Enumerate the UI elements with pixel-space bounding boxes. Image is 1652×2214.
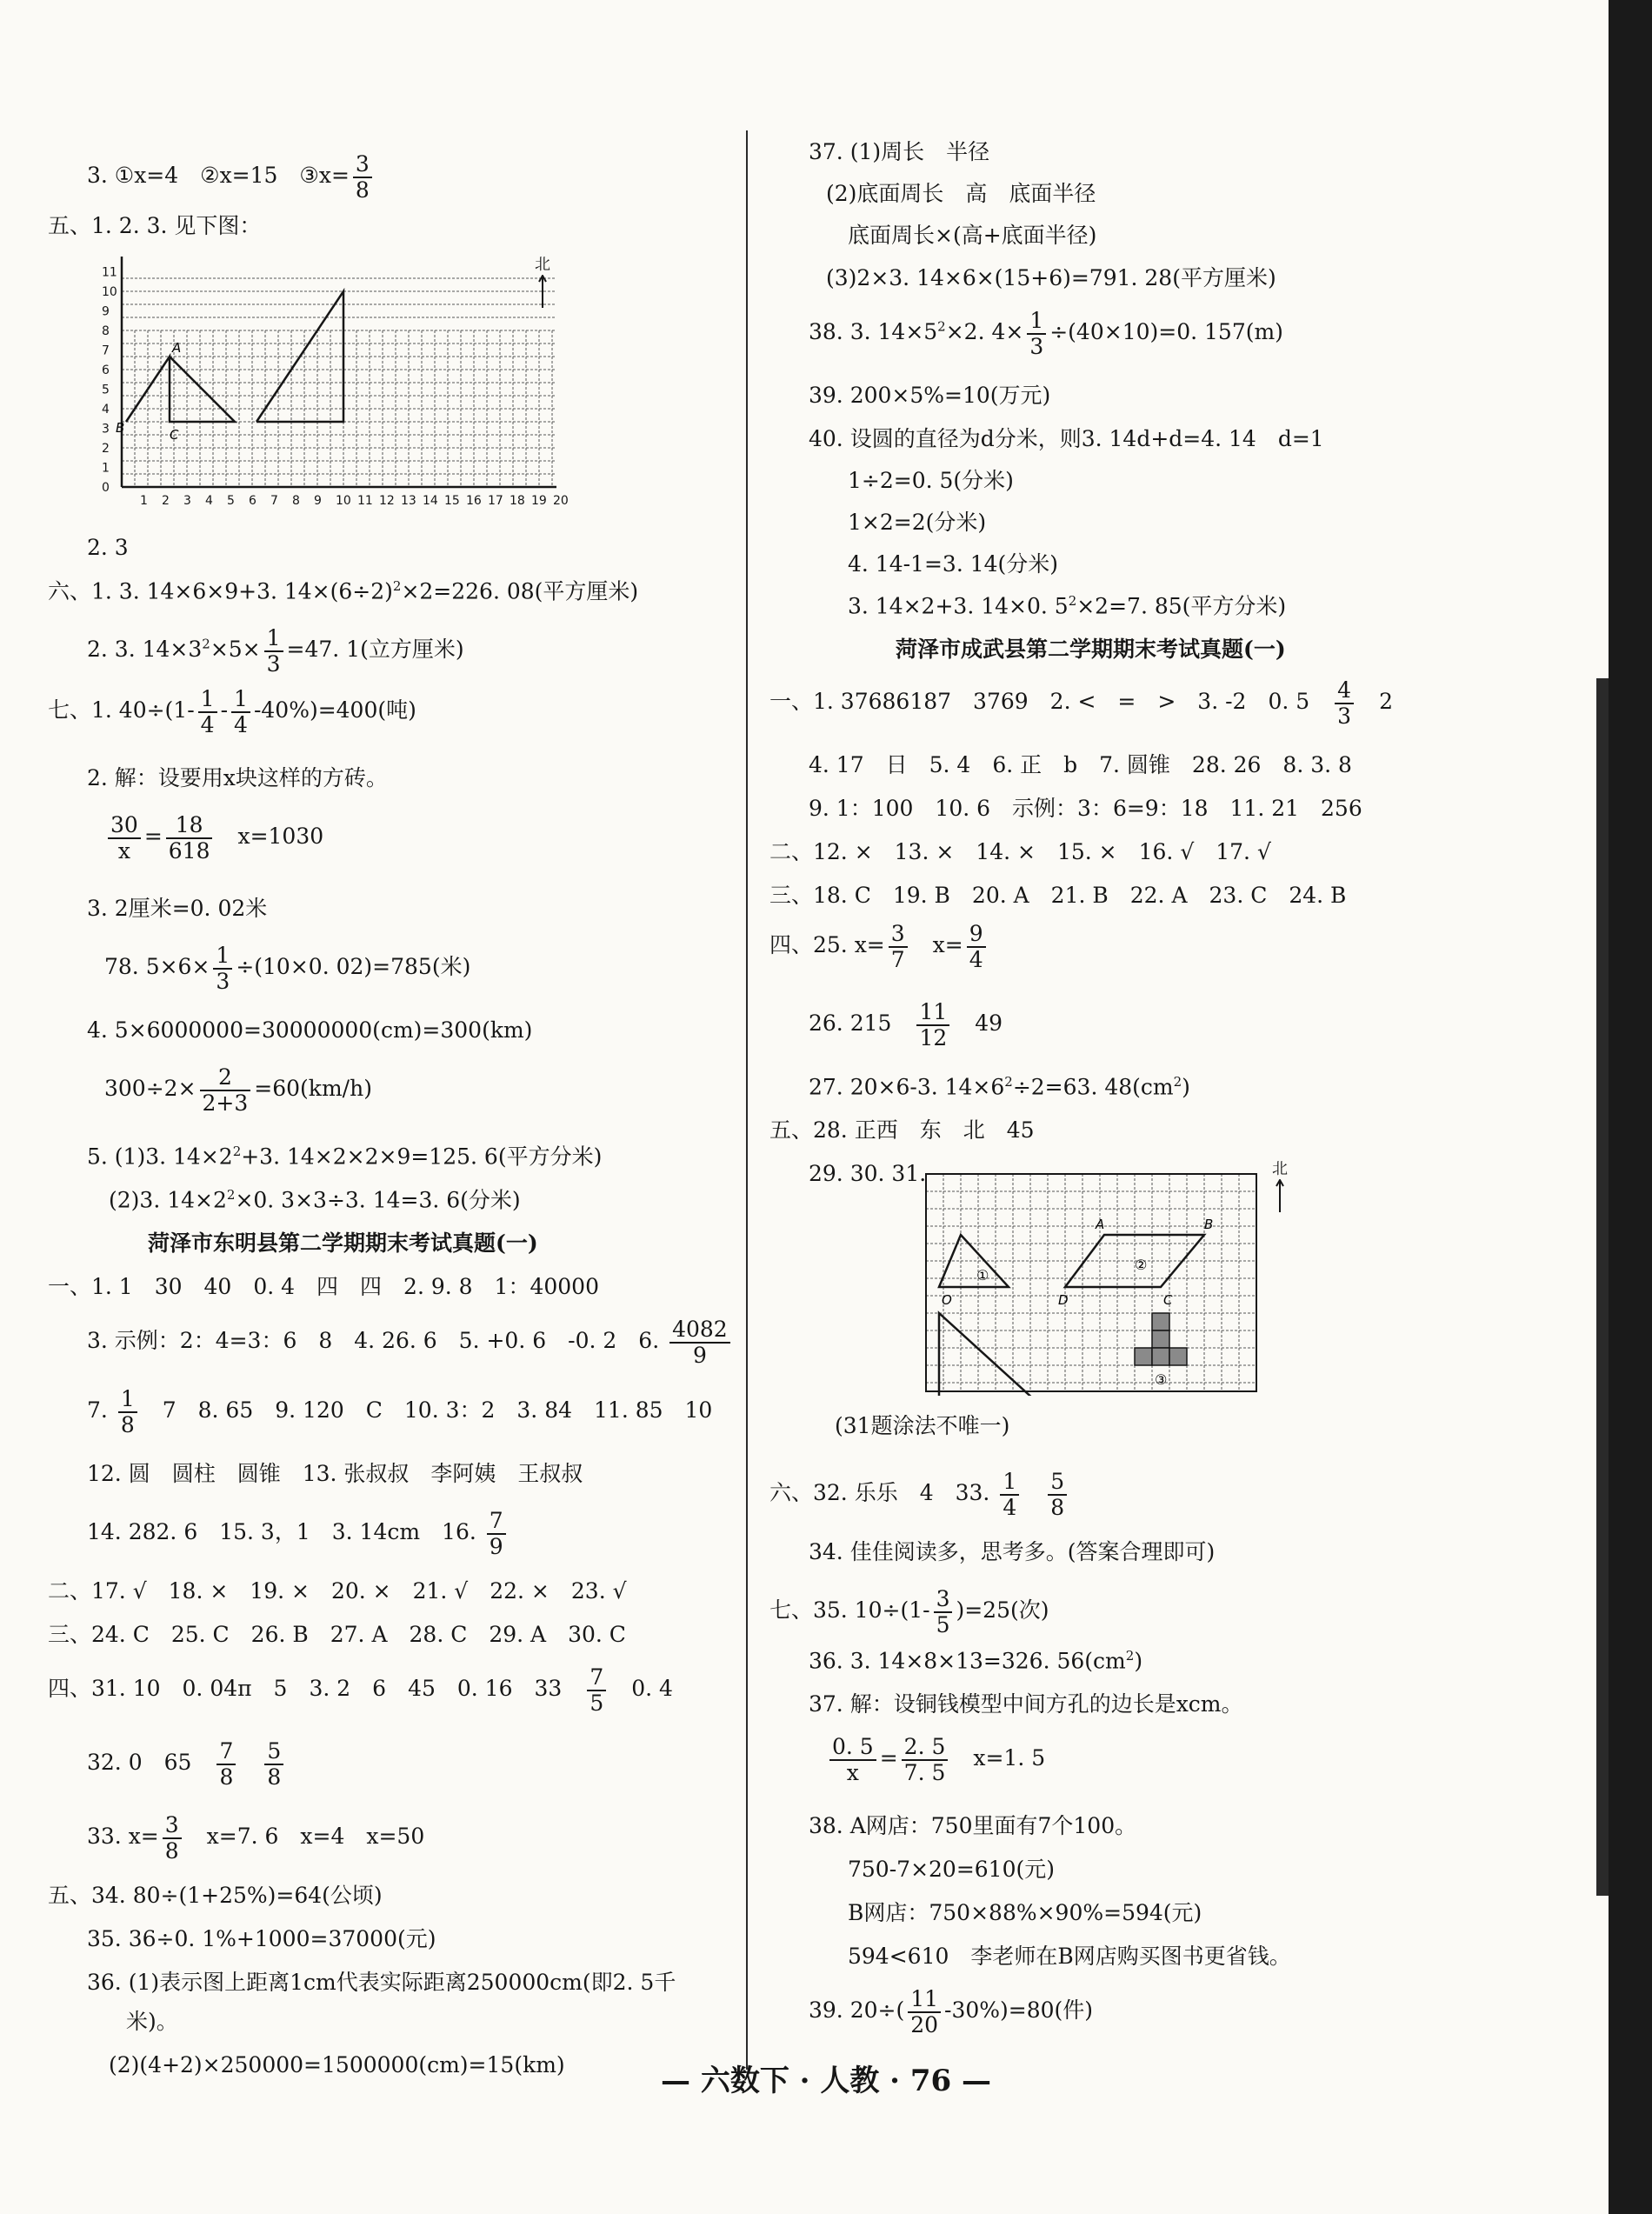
triangle-shape-lower bbox=[939, 1313, 1035, 1396]
x-tick-label: 12 bbox=[379, 494, 395, 508]
denominator: 8 bbox=[267, 1764, 282, 1790]
text-run: 五、28. 正西 东 北 45 bbox=[769, 1117, 1035, 1143]
answer-line bbox=[809, 1074, 1190, 1100]
text-run: 七、1. 40÷(1- bbox=[48, 697, 195, 723]
north-arrow-1: 北 bbox=[535, 252, 550, 314]
point-label-o: O bbox=[942, 1292, 952, 1308]
answer-line bbox=[809, 1691, 1243, 1717]
column-divider bbox=[746, 130, 748, 2070]
text-run: 32. 0 65 bbox=[87, 1750, 214, 1775]
fraction bbox=[264, 1739, 283, 1789]
x-tick-label: 13 bbox=[401, 494, 416, 508]
numerator: 1 bbox=[231, 687, 250, 713]
page-footer: — 六数下 · 人教 · 76 — bbox=[660, 2064, 991, 2098]
text-run: 一、1. 1 30 40 0. 4 四 四 2. 9. 8 1：40000 bbox=[48, 1274, 599, 1299]
text-run: 三、24. C 25. C 26. B 27. A 28. C 29. A 30. C bbox=[48, 1622, 626, 1647]
answer-line bbox=[109, 1187, 521, 1213]
text-run: 27. 20×6-3. 14×6 bbox=[809, 1074, 1005, 1100]
fraction bbox=[108, 813, 141, 863]
text-run: x= bbox=[910, 932, 963, 957]
text-run: 六、1. 3. 14×6×9+3. 14×(6÷2) bbox=[48, 578, 393, 604]
text-run: 26. 215 bbox=[809, 1010, 914, 1036]
answer-line bbox=[48, 1622, 626, 1648]
text-run: ×2=7. 85(平方分米) bbox=[1076, 593, 1287, 619]
shaded-shape-3 bbox=[1135, 1313, 1187, 1365]
point-label-b: B bbox=[116, 420, 125, 436]
fraction bbox=[1027, 309, 1046, 358]
text-run: 39. 20÷( bbox=[809, 1997, 905, 2023]
text-run: 594<610 李老师在B网店购买图书更省钱。 bbox=[848, 1944, 1291, 1969]
north-arrow-2: 北 bbox=[1272, 1157, 1288, 1218]
section-heading bbox=[148, 1230, 538, 1257]
answer-line bbox=[769, 1470, 1070, 1519]
y-tick-label: 8 bbox=[102, 324, 110, 338]
x-tick-label: 3 bbox=[183, 494, 191, 508]
text-run: -40%)=400(吨) bbox=[253, 697, 416, 723]
fraction bbox=[264, 626, 283, 676]
text-run: )=25(次) bbox=[956, 1597, 1049, 1623]
text-run: 7. bbox=[87, 1397, 115, 1423]
numerator: 2. 5 bbox=[902, 1735, 949, 1761]
numerator: 2 bbox=[200, 1065, 251, 1091]
answer-line bbox=[848, 593, 1286, 619]
text-run: 七、35. 10÷(1- bbox=[769, 1597, 930, 1623]
fraction bbox=[200, 1065, 251, 1115]
text-run: 36. (1)表示图上距离1cm代表实际距离250000cm(即2. 5千 bbox=[87, 1970, 676, 1995]
point-label-a: A bbox=[172, 340, 182, 356]
answer-line bbox=[848, 468, 1014, 494]
y-tick-label: 6 bbox=[102, 363, 110, 377]
fraction bbox=[166, 813, 213, 863]
answer-line bbox=[769, 839, 1271, 865]
denominator: 3 bbox=[1029, 333, 1044, 359]
fraction bbox=[902, 1735, 949, 1784]
text-run: 750-7×20=610(元) bbox=[848, 1857, 1056, 1882]
text-run: =47. 1(立方厘米) bbox=[286, 637, 464, 662]
text-run: 3. ①x=4 ②x=15 ③x= bbox=[87, 163, 350, 188]
text-run: 2. 3 bbox=[87, 535, 129, 560]
numerator: 1 bbox=[213, 944, 232, 970]
fraction bbox=[908, 1987, 941, 2037]
denominator: 8 bbox=[355, 177, 370, 203]
answer-line bbox=[48, 687, 416, 737]
denominator: 7. 5 bbox=[903, 1759, 946, 1785]
numerator: 7 bbox=[487, 1509, 506, 1535]
text-run: x=1. 5 bbox=[951, 1745, 1046, 1771]
numerator: 11 bbox=[908, 1987, 941, 2013]
text-run: 3. 14×2+3. 14×0. 5 bbox=[848, 593, 1069, 619]
coordinate-grid-figure-2 bbox=[917, 1170, 1265, 1396]
fraction bbox=[916, 1000, 949, 1050]
text-run: 五、1. 2. 3. 见下图： bbox=[48, 213, 262, 238]
fraction bbox=[118, 1387, 137, 1437]
numerator: 0. 5 bbox=[829, 1735, 876, 1761]
answer-line bbox=[848, 223, 1096, 249]
answer-line bbox=[809, 796, 1362, 822]
text-run: ÷(40×10)=0. 157(m) bbox=[1049, 319, 1283, 344]
y-tick-label: 11 bbox=[102, 265, 117, 280]
x-tick-label: 7 bbox=[270, 494, 278, 508]
text-run: 一、1. 37686187 3769 2. < = > 3. -2 0. 5 bbox=[769, 689, 1332, 714]
text-run: x=1030 bbox=[216, 824, 324, 849]
section-heading bbox=[896, 637, 1286, 663]
superscript: 2 bbox=[226, 1187, 236, 1203]
answer-line bbox=[835, 1413, 1009, 1439]
answer-line bbox=[769, 1587, 1049, 1637]
text-run: 五、34. 80÷(1+25%)=64(公顷) bbox=[48, 1883, 383, 1908]
text-run: 底面周长×(高+底面半径) bbox=[848, 223, 1097, 248]
numerator: 1 bbox=[1027, 309, 1046, 335]
superscript: 2 bbox=[392, 578, 402, 594]
point-label-d: D bbox=[1058, 1292, 1069, 1308]
answer-line bbox=[87, 1739, 287, 1789]
answer-line bbox=[87, 1144, 602, 1170]
text-run: 菏泽市成武县第二学期期末考试真题(一) bbox=[896, 637, 1286, 662]
numerator: 11 bbox=[916, 1000, 949, 1026]
text-run: ×2. 4× bbox=[945, 319, 1024, 344]
answer-line bbox=[769, 678, 1393, 728]
text-run: - bbox=[220, 697, 229, 723]
answer-line bbox=[87, 896, 267, 922]
denominator: 618 bbox=[168, 837, 210, 864]
answer-line bbox=[87, 1970, 676, 1996]
fraction bbox=[213, 944, 232, 993]
text-run: 米)。 bbox=[126, 2009, 178, 2034]
numerator: 4 bbox=[1335, 678, 1354, 704]
text-run: 12. 圆 圆柱 圆锥 13. 张叔叔 李阿姨 王叔叔 bbox=[87, 1461, 583, 1486]
text-run: 300÷2× bbox=[104, 1076, 197, 1101]
text-run: 38. A网店：750里面有7个100。 bbox=[809, 1813, 1137, 1838]
denominator: 9 bbox=[489, 1533, 503, 1559]
numerator: 30 bbox=[108, 813, 141, 839]
text-run: 1÷2=0. 5(分米) bbox=[848, 468, 1014, 493]
answer-line bbox=[87, 1387, 712, 1437]
answer-line bbox=[809, 752, 1352, 778]
answer-line bbox=[87, 1926, 436, 1952]
answer-line bbox=[48, 1274, 599, 1300]
answer-line bbox=[104, 1065, 372, 1115]
text-run: ×5× bbox=[210, 637, 261, 662]
text-run: 3. 2厘米=0. 02米 bbox=[87, 896, 268, 921]
text-run: 三、18. C 19. B 20. A 21. B 22. A 23. C 24. B bbox=[769, 883, 1347, 908]
text-run: 2. 解：设要用x块这样的方砖。 bbox=[87, 765, 388, 790]
scan-edge bbox=[1609, 0, 1652, 2214]
answer-line bbox=[809, 383, 1050, 409]
text-run bbox=[239, 1750, 261, 1775]
text-run: 39. 200×5%=10(万元) bbox=[809, 383, 1051, 408]
text-run: 四、31. 10 0. 04π 5 3. 2 6 45 0. 16 33 bbox=[48, 1676, 584, 1701]
answer-line bbox=[769, 922, 989, 971]
text-run: 34. 佳佳阅读多，思考多。(答案合理即可) bbox=[809, 1539, 1216, 1564]
denominator: 4 bbox=[969, 946, 983, 972]
text-run: 5. (1)3. 14×2 bbox=[87, 1144, 233, 1170]
denominator: 12 bbox=[919, 1024, 948, 1050]
fraction bbox=[1000, 1470, 1019, 1519]
text-run: +3. 14×2×2×9=125. 6(平方分米) bbox=[241, 1144, 603, 1170]
fraction bbox=[353, 152, 372, 202]
text-run: (2)底面周长 高 底面半径 bbox=[826, 181, 1096, 206]
fraction bbox=[587, 1665, 606, 1715]
denominator: 7 bbox=[890, 946, 905, 972]
numerator: 3 bbox=[163, 1813, 182, 1839]
answer-line bbox=[104, 813, 323, 863]
answer-line bbox=[809, 139, 989, 165]
fraction bbox=[1335, 678, 1354, 728]
y-tick-label: 1 bbox=[102, 461, 110, 476]
denominator: x bbox=[846, 1759, 859, 1785]
answer-line bbox=[826, 265, 1276, 291]
x-tick-label: 5 bbox=[227, 494, 235, 508]
circled-label-1: ① bbox=[976, 1267, 989, 1284]
x-tick-label: 9 bbox=[314, 494, 322, 508]
superscript: 2 bbox=[1004, 1074, 1013, 1090]
text-run: 2. 3. 14×3 bbox=[87, 637, 203, 662]
denominator: 9 bbox=[692, 1342, 707, 1368]
x-tick-label: 1 bbox=[140, 494, 148, 508]
coordinate-grid-figure-1 bbox=[83, 257, 570, 517]
answer-line bbox=[848, 1944, 1291, 1970]
point-label-c: C bbox=[170, 427, 179, 443]
text-run: ×2=226. 08(平方厘米) bbox=[401, 578, 639, 604]
x-tick-label: 17 bbox=[488, 494, 503, 508]
answer-line bbox=[769, 1117, 1035, 1144]
superscript: 2 bbox=[232, 1144, 242, 1159]
text-run: 38. 3. 14×5 bbox=[809, 319, 938, 344]
answer-line bbox=[48, 1883, 383, 1909]
fraction bbox=[934, 1587, 953, 1637]
answer-line bbox=[48, 1665, 673, 1715]
text-run: = bbox=[143, 824, 163, 849]
text-run: -30%)=80(件) bbox=[944, 1997, 1094, 2023]
superscript: 2 bbox=[937, 318, 946, 335]
answer-line bbox=[48, 213, 261, 239]
denominator: 4 bbox=[1003, 1494, 1017, 1520]
denominator: 8 bbox=[120, 1411, 135, 1437]
y-tick-label: 7 bbox=[102, 343, 110, 358]
superscript: 2 bbox=[1125, 1648, 1135, 1664]
fraction bbox=[669, 1317, 730, 1367]
y-tick-label: 4 bbox=[102, 403, 110, 417]
text-run: 四、25. x= bbox=[769, 932, 885, 957]
text-run: 37. (1)周长 半径 bbox=[809, 139, 990, 164]
x-tick-label: 16 bbox=[466, 494, 482, 508]
text-run: (3)2×3. 14×6×(15+6)=791. 28(平方厘米) bbox=[826, 265, 1276, 290]
x-tick-label: 20 bbox=[553, 494, 569, 508]
answer-line bbox=[87, 535, 129, 561]
answer-line bbox=[809, 1813, 1136, 1839]
x-tick-label: 2 bbox=[162, 494, 170, 508]
denominator: 5 bbox=[936, 1611, 950, 1637]
y-tick-label: 0 bbox=[102, 481, 110, 495]
answer-line bbox=[809, 426, 1324, 452]
answer-line bbox=[809, 1539, 1215, 1565]
answer-line bbox=[87, 626, 464, 676]
y-tick-label: 10 bbox=[102, 285, 117, 299]
numerator: 18 bbox=[166, 813, 213, 839]
x-tick-label: 11 bbox=[357, 494, 373, 508]
text-run: 78. 5×6× bbox=[104, 954, 210, 979]
x-tick-label: 19 bbox=[531, 494, 547, 508]
y-tick-label: 9 bbox=[102, 304, 110, 319]
text-run: 29. 30. 31. bbox=[809, 1161, 927, 1186]
answer-line bbox=[826, 181, 1096, 207]
y-tick-label: 2 bbox=[102, 442, 110, 456]
x-tick-label: 14 bbox=[423, 494, 438, 508]
denominator: 2+3 bbox=[202, 1090, 249, 1116]
x-tick-label: 10 bbox=[336, 494, 351, 508]
denominator: 8 bbox=[219, 1764, 234, 1790]
numerator: 1 bbox=[264, 626, 283, 652]
denominator: 4 bbox=[200, 711, 215, 737]
text-run: 33. x= bbox=[87, 1824, 159, 1849]
x-tick-label: 4 bbox=[205, 494, 213, 508]
denominator: x bbox=[117, 837, 130, 864]
text-run: (2)(4+2)×250000=1500000(cm)=15(km) bbox=[109, 2052, 565, 2077]
numerator: 1 bbox=[118, 1387, 137, 1413]
text-run: 40. 设圆的直径为d分米，则3. 14d+d=4. 14 d=1 bbox=[809, 426, 1324, 451]
fraction bbox=[1048, 1470, 1067, 1519]
text-run: 3. 示例：2：4=3：6 8 4. 26. 6 5. +0. 6 -0. 2 6. bbox=[87, 1328, 667, 1353]
answer-line bbox=[87, 765, 388, 791]
answer-line bbox=[87, 1017, 532, 1044]
answer-line bbox=[87, 1509, 510, 1558]
text-run: 六、32. 乐乐 4 33. bbox=[769, 1480, 997, 1505]
numerator: 4082 bbox=[669, 1317, 730, 1344]
answer-line bbox=[809, 1161, 926, 1187]
answer-line bbox=[809, 1000, 1003, 1050]
denominator: 3 bbox=[1337, 703, 1352, 729]
answer-line bbox=[769, 883, 1346, 909]
circled-label-3: ③ bbox=[1155, 1371, 1168, 1388]
text-run: 二、17. √ 18. × 19. × 20. × 21. √ 22. × 23. √ bbox=[48, 1578, 627, 1604]
text-run: x=7. 6 x=4 x=50 bbox=[184, 1824, 425, 1849]
denominator: 3 bbox=[266, 650, 281, 677]
x-tick-label: 15 bbox=[444, 494, 460, 508]
answer-line bbox=[809, 1648, 1142, 1674]
text-run: 2 bbox=[1357, 689, 1393, 714]
text-run: 二、12. × 13. × 14. × 15. × 16. √ 17. √ bbox=[769, 839, 1271, 864]
superscript: 2 bbox=[1173, 1074, 1182, 1090]
fraction bbox=[487, 1509, 506, 1558]
text-run: 菏泽市东明县第二学期期末考试真题(一) bbox=[148, 1230, 538, 1256]
answer-line bbox=[126, 2009, 178, 2035]
numerator: 5 bbox=[264, 1739, 283, 1765]
text-run: 36. 3. 14×8×13=326. 56(cm bbox=[809, 1648, 1126, 1674]
text-run: 37. 解：设铜钱模型中间方孔的边长是xcm。 bbox=[809, 1691, 1243, 1717]
answer-line bbox=[809, 1987, 1093, 2037]
answer-line bbox=[87, 152, 376, 202]
point-label-a2: A bbox=[1096, 1217, 1105, 1232]
denominator: 3 bbox=[216, 968, 230, 994]
numerator: 3 bbox=[353, 152, 372, 178]
text-run: 4. 14-1=3. 14(分米) bbox=[848, 551, 1059, 577]
text-run: 4. 17 日 5. 4 6. 正 b 7. 圆锥 28. 26 8. 3. 8 bbox=[809, 752, 1352, 777]
text-run: 35. 36÷0. 1%+1000=37000(元) bbox=[87, 1926, 436, 1951]
numerator: 9 bbox=[967, 922, 986, 948]
numerator: 5 bbox=[1048, 1470, 1067, 1496]
text-run: 1×2=2(分米) bbox=[848, 510, 987, 535]
text-run: ) bbox=[1134, 1648, 1143, 1674]
fraction bbox=[829, 1735, 876, 1784]
denominator: 8 bbox=[1050, 1494, 1065, 1520]
text-run: (31题涂法不唯一) bbox=[835, 1413, 1010, 1438]
fraction bbox=[967, 922, 986, 971]
text-run bbox=[1023, 1480, 1044, 1505]
y-tick-label: 5 bbox=[102, 383, 110, 397]
text-run: 4. 5×6000000=30000000(cm)=300(km) bbox=[87, 1017, 533, 1043]
text-run: 14. 282. 6 15. 3，1 3. 14cm 16. bbox=[87, 1519, 483, 1544]
y-tick-label: 3 bbox=[102, 422, 110, 437]
answer-line bbox=[826, 1735, 1045, 1784]
point-label-c2: C bbox=[1163, 1292, 1173, 1308]
text-run: (2)3. 14×2 bbox=[109, 1187, 227, 1213]
answer-line bbox=[809, 309, 1283, 358]
answer-line bbox=[87, 1317, 734, 1367]
fraction bbox=[216, 1739, 236, 1789]
answer-line bbox=[848, 551, 1058, 577]
denominator: 20 bbox=[910, 2011, 939, 2037]
text-run: 0. 4 bbox=[610, 1676, 673, 1701]
answer-line bbox=[87, 1813, 424, 1863]
point-label-b2: B bbox=[1204, 1217, 1214, 1232]
superscript: 2 bbox=[202, 636, 210, 652]
numerator: 3 bbox=[934, 1587, 953, 1613]
text-run: 9. 1：100 10. 6 示例：3：6=9：18 11. 21 256 bbox=[809, 796, 1362, 821]
answer-line bbox=[48, 578, 638, 604]
denominator: 8 bbox=[164, 1837, 179, 1864]
text-run: ×0. 3×3÷3. 14=3. 6(分米) bbox=[235, 1187, 521, 1213]
scan-edge-inner bbox=[1596, 678, 1609, 1896]
superscript: 2 bbox=[1068, 593, 1077, 609]
circled-label-2: ② bbox=[1135, 1257, 1148, 1273]
text-run: ÷(10×0. 02)=785(米) bbox=[236, 954, 471, 979]
text-run: 49 bbox=[953, 1010, 1003, 1036]
text-run: = bbox=[879, 1745, 898, 1771]
text-run: 7 8. 65 9. 120 C 10. 3：2 3. 84 11. 85 10 bbox=[140, 1397, 713, 1423]
triangle-abc bbox=[126, 357, 235, 422]
answer-line bbox=[848, 1900, 1202, 1926]
answer-line bbox=[87, 1461, 583, 1487]
text-run: ) bbox=[1182, 1074, 1190, 1100]
answer-line bbox=[848, 510, 986, 536]
numerator: 7 bbox=[587, 1665, 606, 1691]
answer-line bbox=[48, 1578, 627, 1604]
fraction bbox=[889, 922, 908, 971]
answer-line bbox=[104, 944, 470, 993]
numerator: 3 bbox=[889, 922, 908, 948]
numerator: 7 bbox=[216, 1739, 236, 1765]
x-tick-label: 18 bbox=[510, 494, 525, 508]
fraction bbox=[163, 1813, 182, 1863]
numerator: 1 bbox=[198, 687, 217, 713]
fraction bbox=[198, 687, 217, 737]
denominator: 4 bbox=[234, 711, 248, 737]
denominator: 5 bbox=[590, 1690, 604, 1716]
x-tick-label: 8 bbox=[292, 494, 300, 508]
text-run: ÷2=63. 48(cm bbox=[1012, 1074, 1174, 1100]
fraction bbox=[231, 687, 250, 737]
answer-line bbox=[848, 1857, 1055, 1883]
text-run: B网店：750×88%×90%=594(元) bbox=[848, 1900, 1202, 1925]
text-run: =60(km/h) bbox=[254, 1076, 372, 1101]
x-tick-label: 6 bbox=[249, 494, 256, 508]
numerator: 1 bbox=[1000, 1470, 1019, 1496]
